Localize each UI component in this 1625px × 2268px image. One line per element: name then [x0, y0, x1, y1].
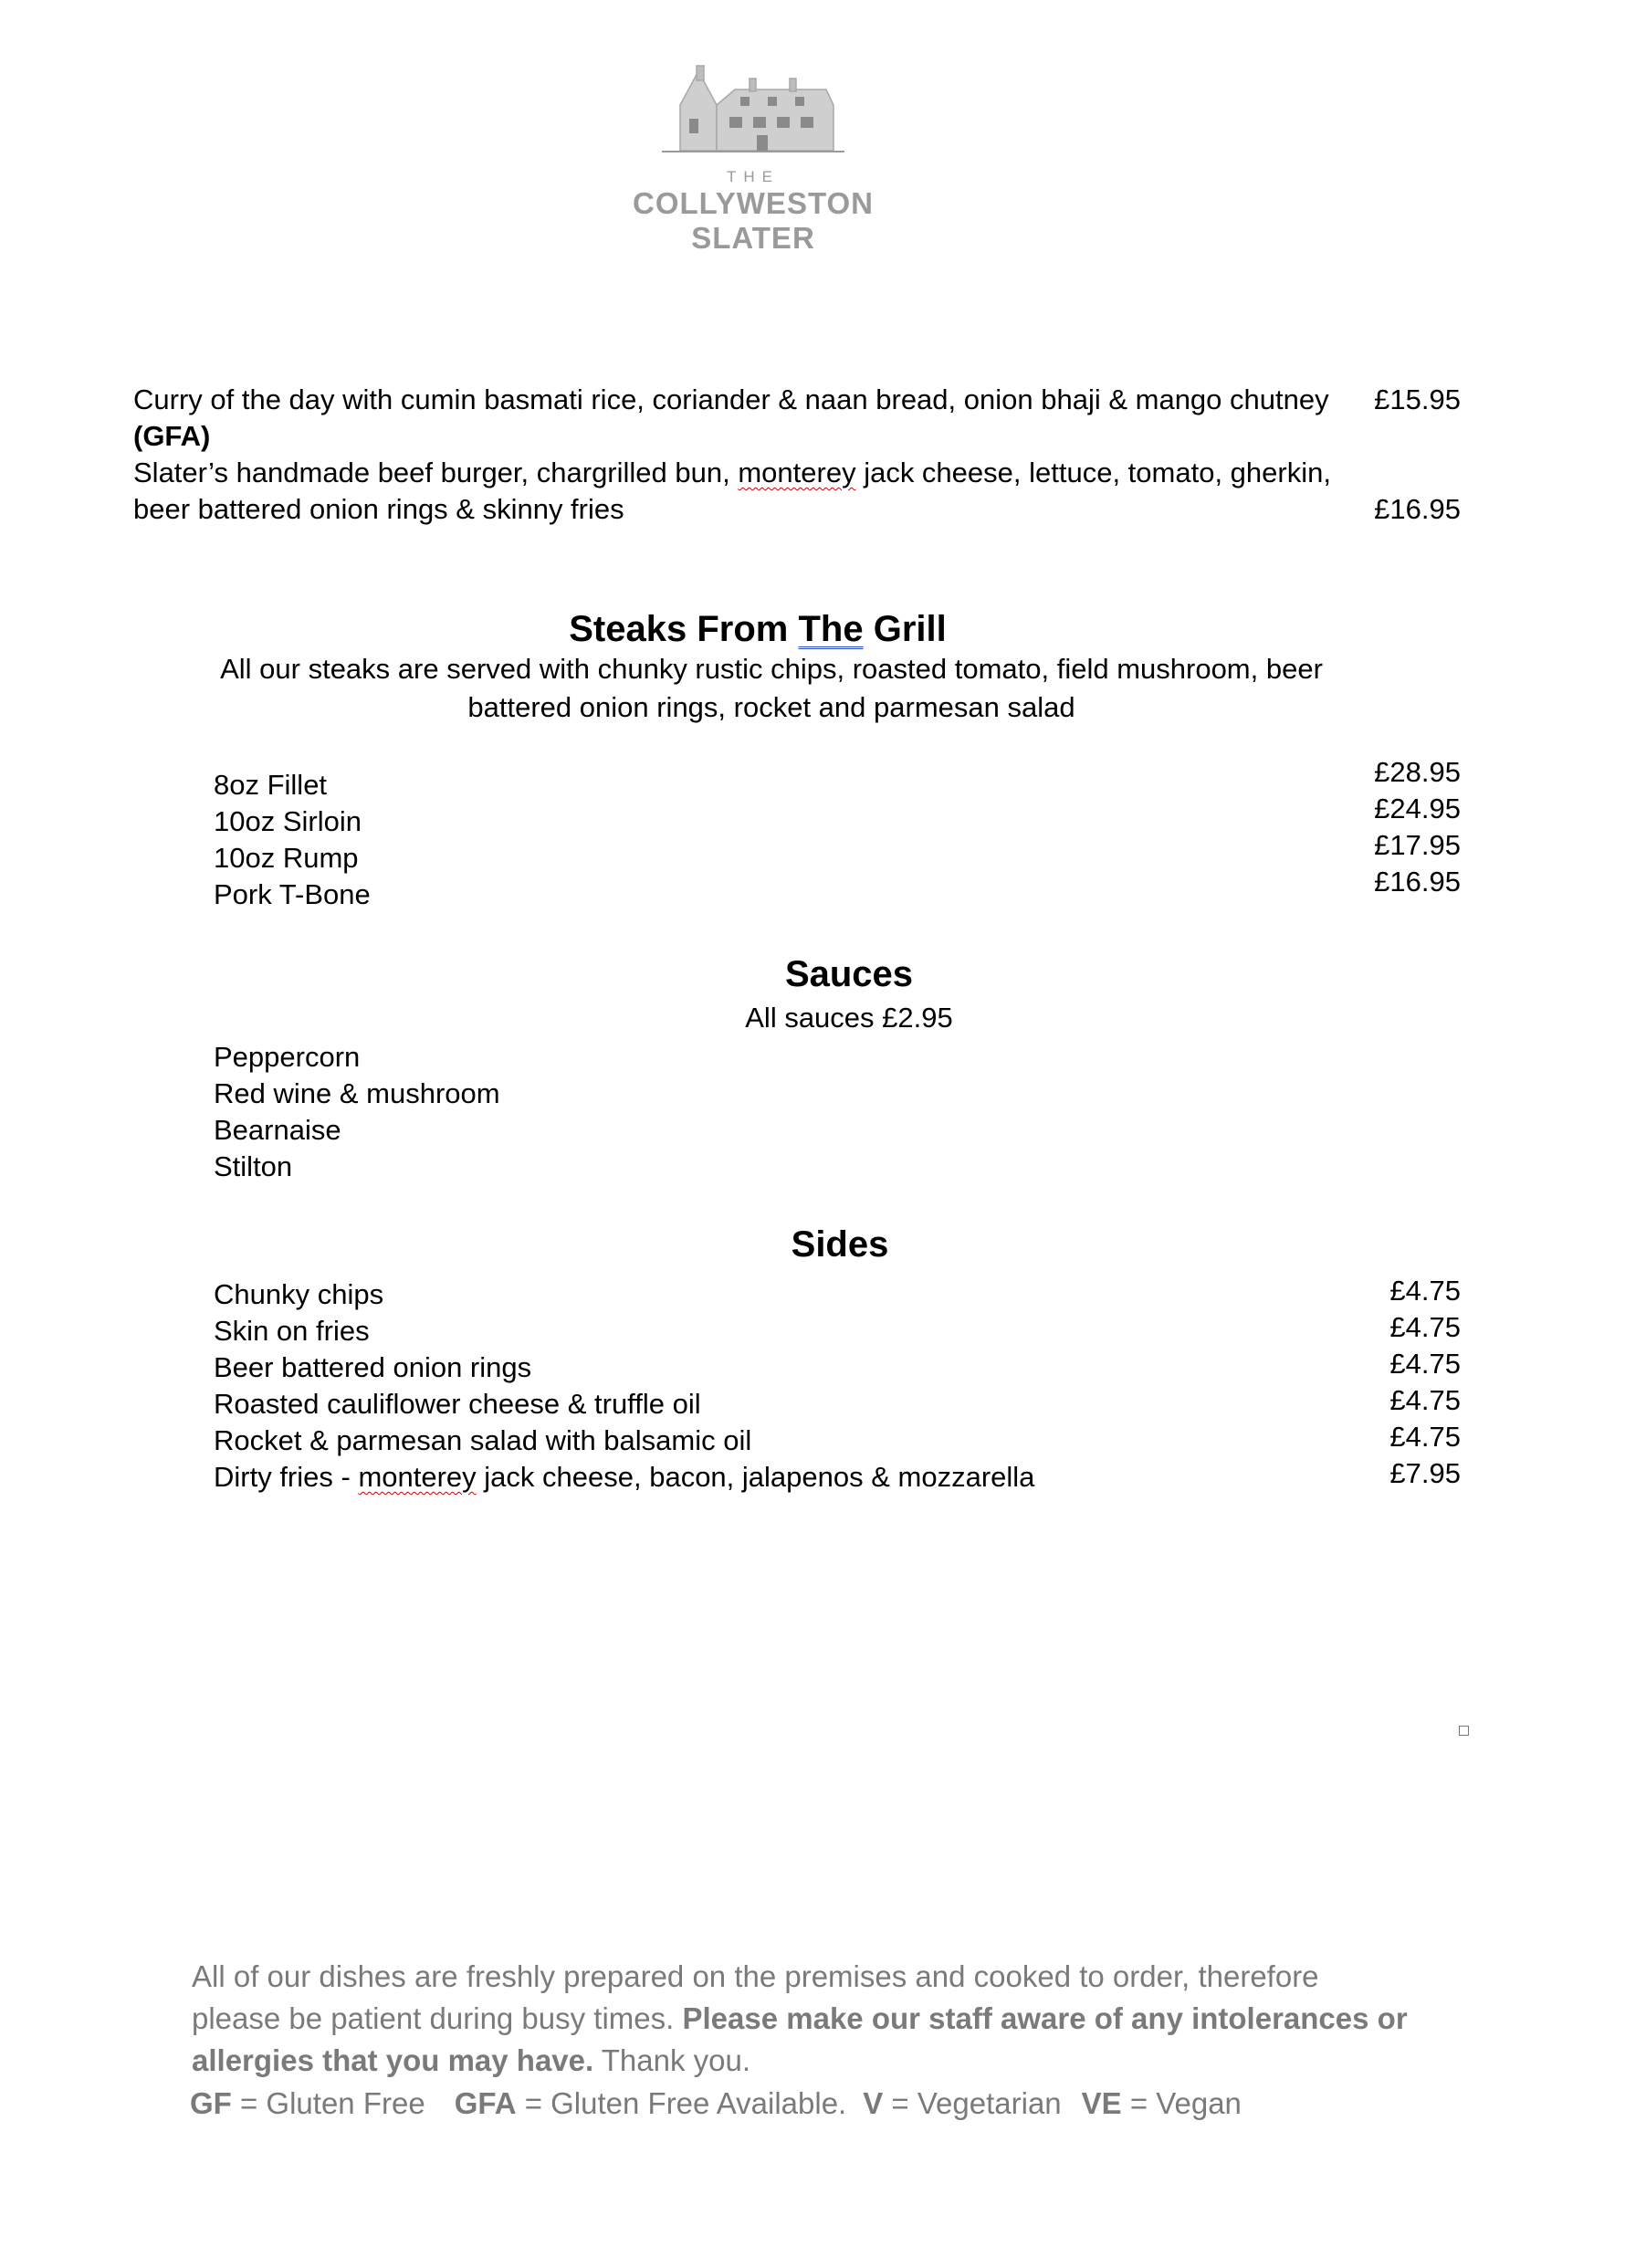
side-price: £4.75 — [1389, 1275, 1461, 1307]
burger-spellcheck-word: monterey — [738, 457, 856, 488]
steaks-list — [214, 767, 371, 913]
side-price: £7.95 — [1389, 1457, 1461, 1489]
steaks-heading — [0, 606, 1625, 652]
burger-price: £16.95 — [1374, 493, 1461, 525]
legend-value-gfa: = Gluten Free Available. — [516, 2086, 847, 2120]
legend-key-v: V — [863, 2086, 884, 2120]
steak-price: £17.95 — [1374, 829, 1461, 861]
anchor-marker-icon — [1459, 1726, 1469, 1736]
side-price: £4.75 — [1389, 1421, 1461, 1453]
sides-heading: Sides — [791, 1224, 889, 1265]
steak-item: 8oz Fillet — [214, 769, 328, 801]
dirty-fries-spellcheck-word: monterey — [358, 1461, 477, 1493]
side-price: £4.75 — [1389, 1348, 1461, 1380]
sauces-note: All sauces £2.95 — [745, 1002, 953, 1034]
burger-description-line2: beer battered onion rings & skinny fries — [133, 493, 624, 525]
steaks-heading-underlined: The — [798, 609, 864, 649]
notice-line2 — [192, 1998, 1488, 2040]
side-item: Skin on fries — [214, 1315, 370, 1347]
legend-value-ve: = Vegan — [1121, 2086, 1242, 2120]
sides-prices — [1389, 1273, 1461, 1492]
legend-value-gf: = Gluten Free — [231, 2086, 425, 2120]
dirty-fries-post: jack cheese, bacon, jalapenos & mozzarella — [476, 1461, 1035, 1493]
steaks-intro-line1: All our steaks are served with chunky rustic chips, roasted tomato, field mushroom, beer — [220, 653, 1323, 685]
steak-item: 10oz Rump — [214, 842, 359, 874]
side-price: £4.75 — [1389, 1311, 1461, 1343]
side-item: Chunky chips — [214, 1278, 384, 1310]
burger-description-line1 — [133, 455, 1331, 491]
sauces-list — [214, 1039, 500, 1185]
restaurant-logo — [621, 64, 886, 256]
dirty-fries-pre: Dirty fries - — [214, 1461, 359, 1493]
notice-line3-bold: allergies that you may have. — [192, 2043, 594, 2077]
logo-the: THE — [727, 168, 780, 185]
steak-price: £16.95 — [1374, 866, 1461, 898]
sauce-item: Red wine & mushroom — [214, 1077, 500, 1109]
notice-line3-text: Thank you. — [593, 2043, 751, 2077]
burger-desc-part1: Slater’s handmade beef burger, chargrilled bun, — [133, 457, 739, 488]
legend-value-v: = Vegetarian — [883, 2086, 1062, 2120]
sauce-item: Stilton — [214, 1150, 293, 1182]
steaks-heading-pre: Steaks From — [569, 609, 799, 649]
curry-price: £15.95 — [1374, 383, 1461, 415]
logo-name-line2: SLATER — [691, 221, 815, 255]
steaks-prices — [1374, 754, 1461, 900]
side-item-dirty-fries — [214, 1459, 1034, 1496]
house-icon — [662, 64, 844, 155]
notice-line2-text: please be patient during busy times. — [192, 2001, 683, 2035]
allergy-notice — [192, 1956, 1488, 2082]
notice-line2-bold: Please make our staff aware of any intolerances or — [682, 2001, 1408, 2035]
side-item: Beer battered onion rings — [214, 1351, 532, 1383]
legend-key-ve: VE — [1081, 2086, 1122, 2120]
steak-price: £24.95 — [1374, 793, 1461, 824]
notice-line3 — [192, 2040, 1488, 2082]
dietary-legend — [190, 2083, 1242, 2125]
steaks-heading-post: Grill — [863, 609, 947, 649]
sauce-item: Peppercorn — [214, 1041, 361, 1073]
logo-name-line1: COLLYWESTON — [632, 186, 875, 220]
notice-line1: All of our dishes are freshly prepared on the premises and cooked to order, therefore — [192, 1959, 1319, 1993]
burger-desc-part2: jack cheese, lettuce, tomato, gherkin, — [855, 457, 1331, 488]
side-price: £4.75 — [1389, 1384, 1461, 1416]
side-item: Roasted cauliflower cheese & truffle oil — [214, 1388, 701, 1420]
steak-item: Pork T-Bone — [214, 878, 371, 910]
steak-price: £28.95 — [1374, 756, 1461, 788]
sauce-item: Bearnaise — [214, 1114, 341, 1146]
sides-list — [214, 1276, 1034, 1496]
steak-item: 10oz Sirloin — [214, 805, 362, 837]
curry-description: Curry of the day with cumin basmati rice, coriander & naan bread, onion bhaji & mango chutney — [133, 383, 1329, 415]
steaks-intro-line2: battered onion rings, rocket and parmesan salad — [467, 691, 1075, 723]
legend-key-gf: GF — [190, 2086, 232, 2120]
side-item: Rocket & parmesan salad with balsamic oil — [214, 1424, 752, 1456]
legend-key-gfa: GFA — [454, 2086, 517, 2120]
sauces-heading: Sauces — [784, 954, 914, 994]
curry-gfa-tag: (GFA) — [133, 420, 211, 452]
